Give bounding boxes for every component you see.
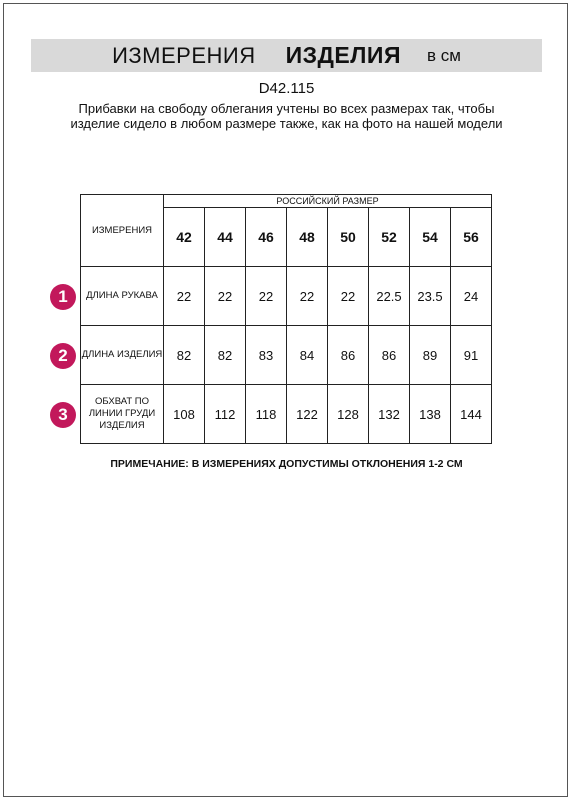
row-label-chest-girth: ОБХВАТ ПО ЛИНИИ ГРУДИ ИЗДЕЛИЯ [81,385,164,444]
row-label-garment-length: ДЛИНА ИЗДЕЛИЯ [81,326,164,385]
value-cell: 86 [328,326,369,385]
value-cell: 22 [205,267,246,326]
size-cell: 56 [451,208,492,267]
size-cell: 42 [164,208,205,267]
value-cell: 144 [451,385,492,444]
table-row [81,267,492,326]
value-cell: 91 [451,326,492,385]
value-cell: 22 [287,267,328,326]
value-cell: 83 [246,326,287,385]
value-cell: 84 [287,326,328,385]
value-cell: 24 [451,267,492,326]
size-cell: 46 [246,208,287,267]
size-cell: 44 [205,208,246,267]
size-cell: 52 [369,208,410,267]
size-cell: 50 [328,208,369,267]
row-number-badge: 2 [50,343,76,369]
title-banner [31,39,542,72]
value-cell: 132 [369,385,410,444]
value-cell: 82 [164,326,205,385]
value-cell: 22 [246,267,287,326]
value-cell: 22 [164,267,205,326]
footer-note: ПРИМЕЧАНИЕ: В ИЗМЕРЕНИЯХ ДОПУСТИМЫ ОТКЛОНЕНИЯ 1-2 СМ [110,458,463,470]
value-cell: 108 [164,385,205,444]
row-number-badge: 1 [50,284,76,310]
value-cell: 89 [410,326,451,385]
size-cell: 54 [410,208,451,267]
row-label-sleeve-length: ДЛИНА РУКАВА [81,267,164,326]
row-number-badge: 3 [50,402,76,428]
value-cell: 118 [246,385,287,444]
table-row [81,385,492,444]
russian-size-header: РОССИЙСКИЙ РАЗМЕР [164,195,492,208]
value-cell: 128 [328,385,369,444]
title-regular: ИЗМЕРЕНИЯ [112,42,256,68]
size-cell: 48 [287,208,328,267]
value-cell: 22.5 [369,267,410,326]
value-cell: 122 [287,385,328,444]
value-cell: 23.5 [410,267,451,326]
measurements-header: ИЗМЕРЕНИЯ [81,195,164,267]
value-cell: 138 [410,385,451,444]
value-cell: 112 [205,385,246,444]
value-cell: 86 [369,326,410,385]
product-code: D42.115 [258,80,315,97]
size-table [80,194,492,444]
value-cell: 82 [205,326,246,385]
unit-label: в см [426,45,461,65]
value-cell: 22 [328,267,369,326]
table-row [81,326,492,385]
title-bold: ИЗДЕЛИЯ [285,42,401,68]
fit-note: Прибавки на свободу облегания учтены во всех размерах так, чтобы изделие сидело в любом размере также, как на фото на нашей модели [70,101,503,131]
